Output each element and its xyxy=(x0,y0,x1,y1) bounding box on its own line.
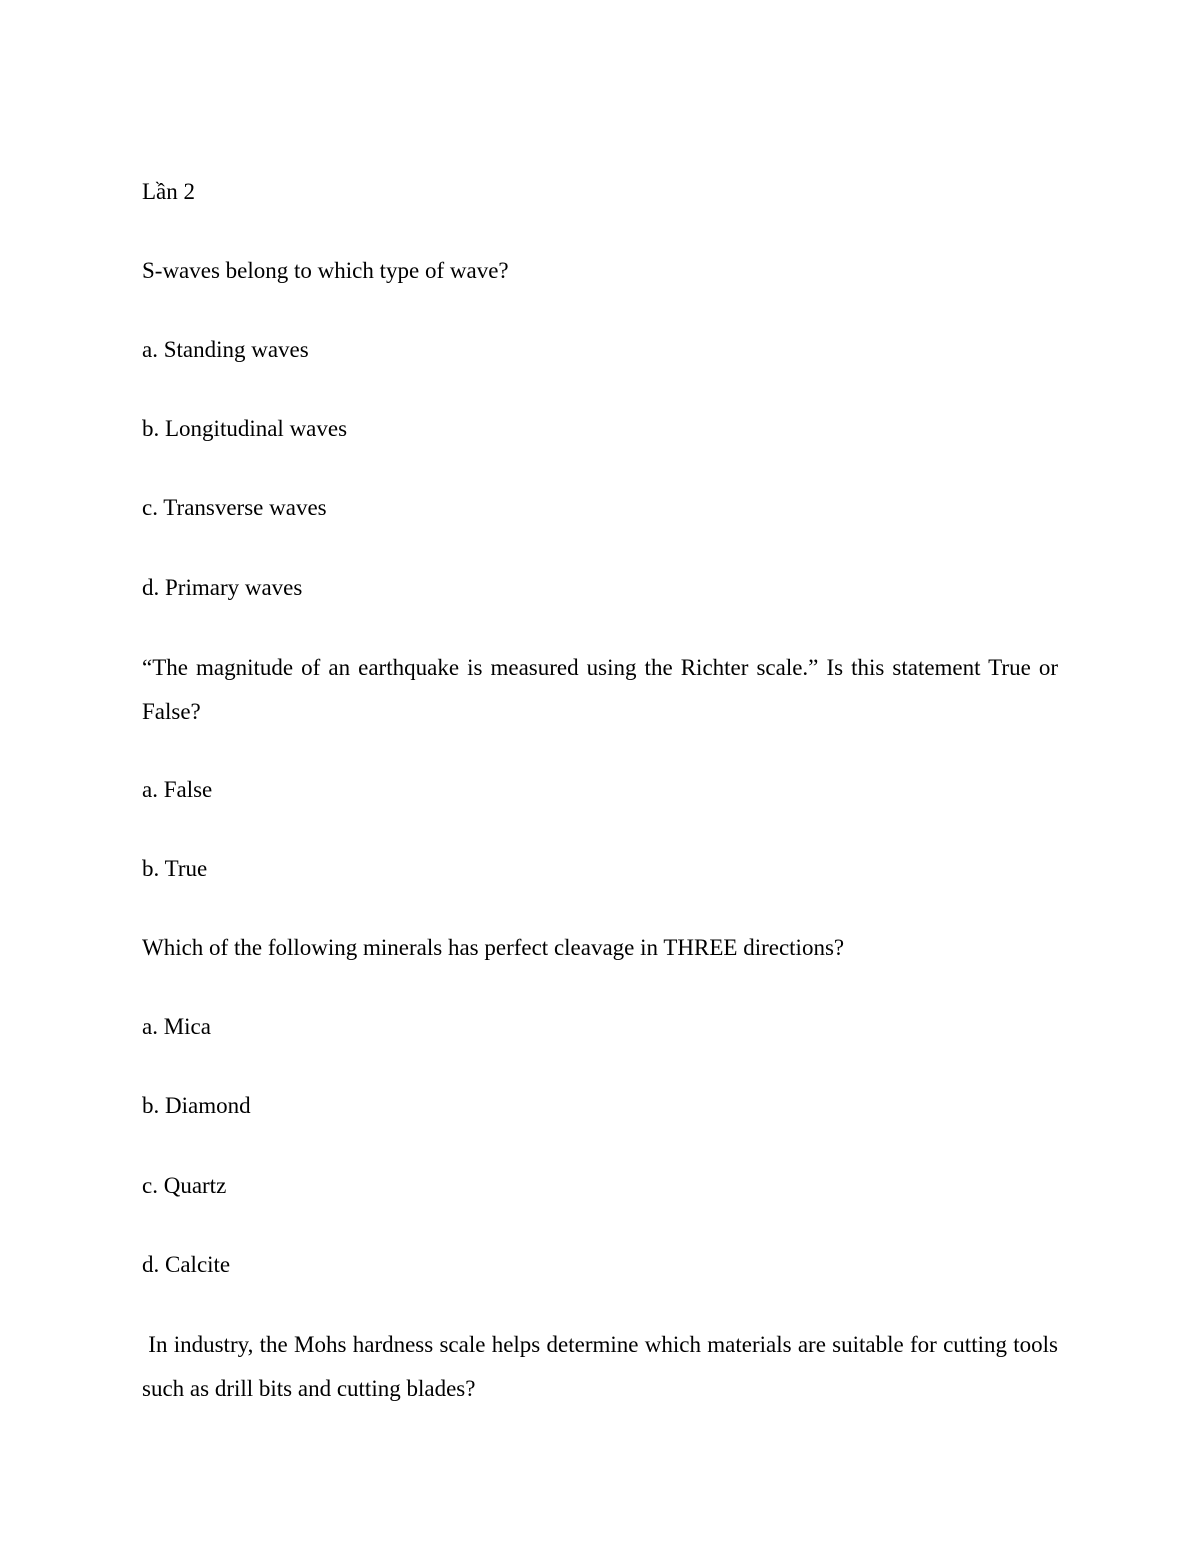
question-3-option-a: a. Mica xyxy=(142,1014,211,1039)
question-3-option-c: c. Quartz xyxy=(142,1173,227,1198)
question-3-option-b: b. Diamond xyxy=(142,1093,251,1118)
question-2-option-a: a. False xyxy=(142,777,213,802)
question-1-option-b: b. Longitudinal waves xyxy=(142,416,348,441)
question-1-option-c: c. Transverse waves xyxy=(142,495,327,520)
question-1-option-d: d. Primary waves xyxy=(142,575,303,600)
question-1-text: S-waves belong to which type of wave? xyxy=(142,258,509,283)
question-1-option-a: a. Standing waves xyxy=(142,337,309,362)
document-title: Lần 2 xyxy=(142,179,196,204)
question-4-text: In industry, the Mohs hardness scale helps determine which materials are suitable for cutting tools such as drill bits and cutting blades? xyxy=(142,1332,1064,1401)
question-2-text: “The magnitude of an earthquake is measured using the Richter scale.” Is this statement True or False? xyxy=(142,655,1058,724)
question-3-text: Which of the following minerals has perfect cleavage in THREE directions? xyxy=(142,935,845,960)
question-3-option-d: d. Calcite xyxy=(142,1252,231,1277)
question-2-option-b: b. True xyxy=(142,856,208,881)
